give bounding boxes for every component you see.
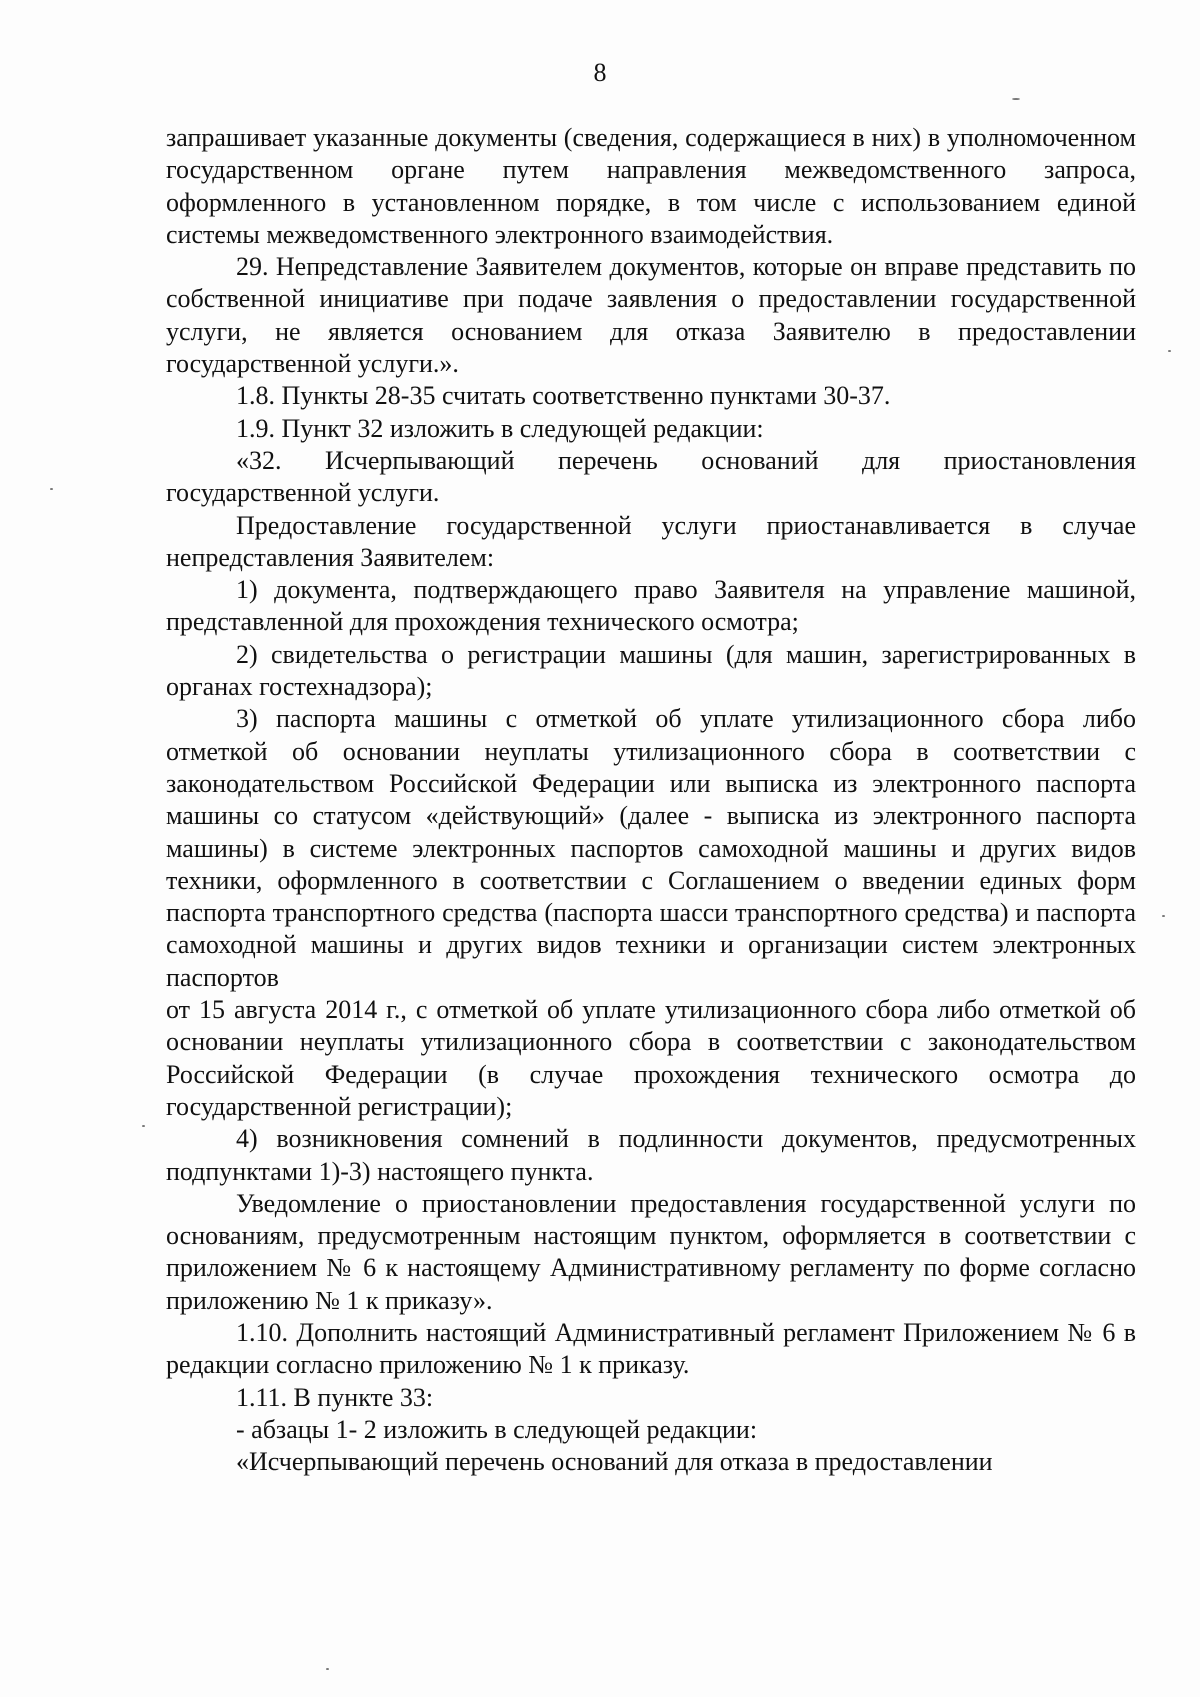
- paragraph: «32. Исчерпывающий перечень оснований для приостановления государственной услуги.: [166, 445, 1136, 508]
- paragraph: Уведомление о приостановлении предоставления государственной услуги по основаниям, предусмотренным настоящим пунктом, оформляется в соответствии с приложением № 6 к настоящему Административному регламенту по форме согласно приложению № 1 к приказу».: [166, 1188, 1136, 1315]
- scan-speck: [1012, 98, 1020, 100]
- paragraph: 4) возникновения сомнений в подлинности документов, предусмотренных подпунктами 1)-3) настоящего пункта.: [166, 1124, 1136, 1186]
- paragraph: 1.8. Пункты 28-35 считать соответственно пунктами 30-37.: [236, 381, 891, 411]
- paragraph: 2) свидетельства о регистрации машины (для машин, зарегистрированных в органах гостехнадзора);: [166, 639, 1136, 702]
- paragraph: 1.9. Пункт 32 изложить в следующей редакции:: [236, 413, 764, 443]
- paragraph: 1) документа, подтверждающего право Заявителя на управление машиной, представленной для прохождения технического осмотра;: [166, 575, 1136, 637]
- document-body: [166, 122, 1136, 1478]
- paragraph: Предоставление государственной услуги приостанавливается в случае непредставления Заявителем:: [166, 510, 1136, 572]
- scan-speck: [50, 488, 53, 490]
- scan-speck: [326, 1668, 329, 1670]
- scan-speck: [1162, 915, 1165, 917]
- page-number: 8: [593, 58, 607, 87]
- paragraph: 1.10. Дополнить настоящий Административный регламент Приложением № 6 в редакции согласно приложению № 1 к приказу.: [166, 1317, 1136, 1380]
- paragraph: - абзацы 1- 2 изложить в следующей редакции:: [236, 1414, 758, 1444]
- scan-speck: [1168, 350, 1171, 352]
- paragraph: «Исчерпывающий перечень оснований для отказа в предоставлении: [236, 1447, 993, 1477]
- paragraph: запрашивает указанные документы (сведения, содержащиеся в них) в уполномоченном государственном органе путем направления межведомственного запроса, оформленного в установленном порядке, в том числе с использованием единой системы межведомственного электронного взаимодействия.: [166, 123, 1136, 249]
- paragraph: 29. Непредставление Заявителем документов, которые он вправе представить по собственной инициативе при подаче заявления о предоставлении государственной услуги, не является основанием для отказа Заявителю в предоставлении государственной услуги.».: [166, 252, 1136, 379]
- paragraph: 1.11. В пункте 33:: [236, 1382, 434, 1412]
- scan-speck: [142, 1125, 145, 1127]
- paragraph: 3) паспорта машины с отметкой об уплате утилизационного сбора либо отметкой об основании неуплаты утилизационного сбора в соответствии с законодательством Российской Федерации или выписка из электронного паспорта машины со статусом «действующий» (далее - выписка из электронного паспорта машины) в системе электронных паспортов самоходной машины и других видов техники, оформленного в соответствии с Соглашением о введении единых форм паспорта транспортного средства (паспорта шасси транспортного средства) и паспорта самоходной машины и других видов техники и организации систем электронных паспортов: [166, 704, 1136, 992]
- paragraph: от 15 августа 2014 г., с отметкой об уплате утилизационного сбора либо отметкой об основании неуплаты утилизационного сбора в соответствии с законодательством Российской Федерации (в случае прохождения технического осмотра до государственной регистрации);: [166, 995, 1136, 1121]
